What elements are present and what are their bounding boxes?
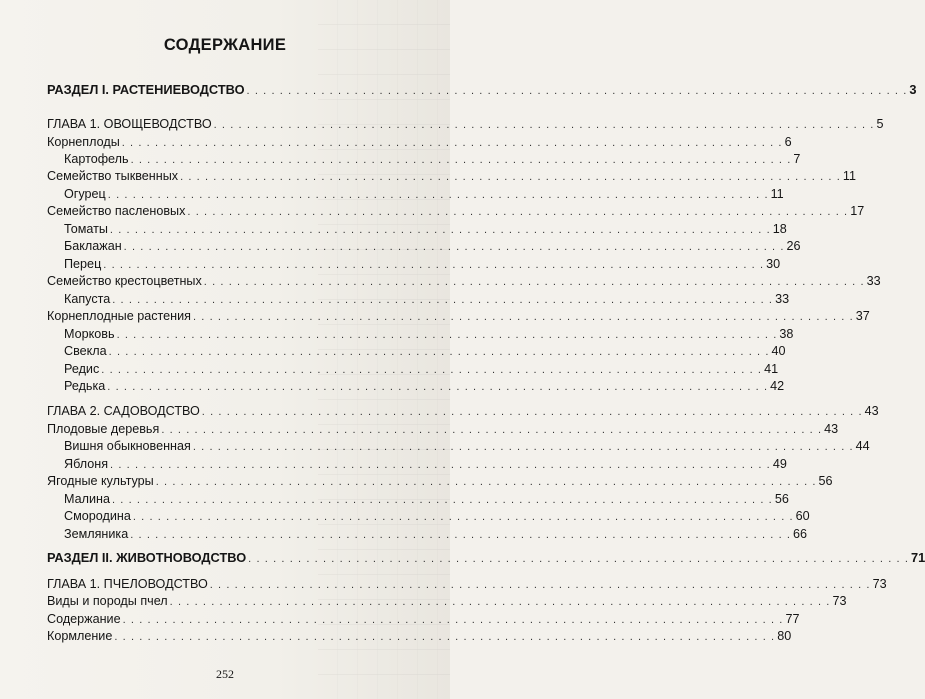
toc-entry-label: Кормление <box>47 629 113 643</box>
dot-leader: . . . . . . . . . . . . . . . . . . . . . . . . . . . . . . . . . . . . . . . . . . . . . . . . . . . . . . . . . . . . . . . . . . . . . . . . . . . . . . . . <box>169 596 831 608</box>
toc-entry-page: 11 <box>770 187 784 201</box>
toc-entry-page: 7 <box>793 152 801 166</box>
toc-entry-page: 38 <box>779 327 794 341</box>
toc-entry-page: 33 <box>775 292 790 306</box>
dot-leader: . . . . . . . . . . . . . . . . . . . . . . . . . . . . . . . . . . . . . . . . . . . . . . . . . . . . . . . . . . . . . . . . . . . . . . . . . . . . . . . . <box>209 579 871 591</box>
toc-entry-label: Картофель <box>64 152 129 166</box>
toc-entry-label: Яблоня <box>64 457 109 471</box>
toc-entry-page: 41 <box>764 362 779 376</box>
toc-entry <box>47 185 784 203</box>
toc-entry-page: 43 <box>864 404 879 418</box>
toc-entry-label: Огурец <box>64 187 106 201</box>
toc-entry <box>47 507 810 525</box>
toc-entry-label: Редька <box>64 379 106 393</box>
toc-entry-page: 42 <box>770 379 785 393</box>
toc-entry-label: Плодовые деревья <box>47 422 160 436</box>
toc-entry-page: 56 <box>818 474 833 488</box>
toc-entry-page: 66 <box>793 527 808 541</box>
toc-entry <box>47 325 794 343</box>
dot-leader: . . . . . . . . . . . . . . . . . . . . . . . . . . . . . . . . . . . . . . . . . . . . . . . . . . . . . . . . . . . . . . . . . . . . . . . . . . . . . . . . <box>130 154 792 166</box>
toc-entry-page: 56 <box>774 492 789 506</box>
dot-leader: . . . . . . . . . . . . . . . . . . . . . . . . . . . . . . . . . . . . . . . . . . . . . . . . . . . . . . . . . . . . . . . . . . . . . . . . . . . . . . . . <box>155 476 817 488</box>
toc-entry-label: Содержание <box>47 612 121 626</box>
dot-leader: . . . . . . . . . . . . . . . . . . . . . . . . . . . . . . . . . . . . . . . . . . . . . . . . . . . . . . . . . . . . . . . . . . . . . . . . . . . . . . . . <box>109 224 771 236</box>
toc-entry-label: Ягодные культуры <box>47 474 154 488</box>
toc-entry-page: 43 <box>824 422 839 436</box>
dot-leader: . . . . . . . . . . . . . . . . . . . . . . . . . . . . . . . . . . . . . . . . . . . . . . . . . . . . . . . . . . . . . . . . . . . . . . . . . . . . . . . . <box>110 459 771 471</box>
dot-leader: . . . . . . . . . . . . . . . . . . . . . . . . . . . . . . . . . . . . . . . . . . . . . . . . . . . . . . . . . . . . . . . . . . . . . . . . . . . . . . . . <box>112 294 774 306</box>
toc-entry-label: Перец <box>64 257 102 271</box>
dot-leader: . . . . . . . . . . . . . . . . . . . . . . . . . . . . . . . . . . . . . . . . . . . . . . . . . . . . . . . . . . . . . . . . . . . . . . . . . . . . . . . . <box>111 494 773 506</box>
toc-entry <box>47 610 800 628</box>
dot-leader: . . . . . . . . . . . . . . . . . . . . . . . . . . . . . . . . . . . . . . . . . . . . . . . . . . . . . . . . . . . . . . . . . . . . . . . . . . . . . . . . <box>201 406 863 418</box>
toc-entry-page: 77 <box>785 612 800 626</box>
toc-entry-label: Корнеплодные растения <box>47 309 191 323</box>
dot-leader: . . . . . . . . . . . . . . . . . . . . . . . . . . . . . . . . . . . . . . . . . . . . . . . . . . . . . . . . . . . . . . . . . . . . . . . . . . . . . . . . <box>192 441 854 453</box>
dot-leader: . . . . . . . . . . . . . . . . . . . . . . . . . . . . . . . . . . . . . . . . . . . . . . . . . . . . . . . . . . . . . . . . . . . . . . . . . . . . . . . . <box>248 553 909 565</box>
toc-entry-page: 40 <box>771 344 786 358</box>
toc-entry-label: Семейство тыквенных <box>47 169 179 183</box>
toc-entry <box>47 307 870 325</box>
dot-leader: . . . . . . . . . . . . . . . . . . . . . . . . . . . . . . . . . . . . . . . . . . . . . . . . . . . . . . . . . . . . . . . . . . . . . . . . . . . . . . . . <box>114 631 776 643</box>
toc-entry-label: Морковь <box>64 327 115 341</box>
dot-leader: . . . . . . . . . . . . . . . . . . . . . . . . . . . . . . . . . . . . . . . . . . . . . . . . . . . . . . . . . . . . . . . . . . . . . . . . . . . . . . . . <box>180 171 841 183</box>
toc-entry-page: 30 <box>766 257 781 271</box>
toc-entry-label: Редис <box>64 362 100 376</box>
toc-entry-page: 5 <box>876 117 884 131</box>
toc-entry <box>47 220 787 238</box>
dot-leader: . . . . . . . . . . . . . . . . . . . . . . . . . . . . . . . . . . . . . . . . . . . . . . . . . . . . . . . . . . . . . . . . . . . . . . . . . . . . . . . . <box>246 85 908 97</box>
dot-leader: . . . . . . . . . . . . . . . . . . . . . . . . . . . . . . . . . . . . . . . . . . . . . . . . . . . . . . . . . . . . . . . . . . . . . . . . . . . . . . . . <box>101 364 763 376</box>
dot-leader: . . . . . . . . . . . . . . . . . . . . . . . . . . . . . . . . . . . . . . . . . . . . . . . . . . . . . . . . . . . . . . . . . . . . . . . . . . . . . . . . <box>107 381 769 393</box>
toc-entry <box>47 575 887 593</box>
toc-entry-label: Семейство крестоцветных <box>47 274 202 288</box>
toc-entry <box>47 202 865 220</box>
toc-entry-label: Семейство пасленовых <box>47 204 186 218</box>
page-number: 252 <box>216 667 234 681</box>
toc-entry-page: 80 <box>777 629 792 643</box>
toc-entry-label: Баклажан <box>64 239 122 253</box>
dot-leader: . . . . . . . . . . . . . . . . . . . . . . . . . . . . . . . . . . . . . . . . . . . . . . . . . . . . . . . . . . . . . . . . . . . . . . . . . . . . . . . . <box>121 137 783 149</box>
toc-entry-page: 26 <box>786 239 801 253</box>
toc-entry <box>47 402 879 420</box>
toc-entry-label: Томаты <box>64 222 108 236</box>
toc-entry-page: 6 <box>784 135 792 149</box>
toc-entry-page: 3 <box>909 82 917 97</box>
dot-leader: . . . . . . . . . . . . . . . . . . . . . . . . . . . . . . . . . . . . . . . . . . . . . . . . . . . . . . . . . . . . . . . . . . . . . . . . . . . . . . . . <box>192 311 854 323</box>
toc-entry <box>47 290 790 308</box>
page-title: СОДЕРЖАНИЕ <box>163 36 287 54</box>
toc-entry <box>47 377 785 395</box>
toc-entry-label: Капуста <box>64 292 111 306</box>
toc-entry <box>47 150 801 168</box>
dot-leader: . . . . . . . . . . . . . . . . . . . . . . . . . . . . . . . . . . . . . . . . . . . . . . . . . . . . . . . . . . . . . . . . . . . . . . . . . . . . . . . . <box>213 119 875 131</box>
toc-entry <box>47 525 808 543</box>
toc-entry-label: РАЗДЕЛ II. ЖИВОТНОВОДСТВО <box>47 550 247 565</box>
dot-leader: . . . . . . . . . . . . . . . . . . . . . . . . . . . . . . . . . . . . . . . . . . . . . . . . . . . . . . . . . . . . . . . . . . . . . . . . . . . . . . . . <box>130 529 792 541</box>
toc-entry-page: 49 <box>772 457 787 471</box>
dot-leader: . . . . . . . . . . . . . . . . . . . . . . . . . . . . . . . . . . . . . . . . . . . . . . . . . . . . . . . . . . . . . . . . . . . . . . . . . . . . . . . . <box>116 329 778 341</box>
toc-entry-label: Смородина <box>64 509 131 523</box>
toc-entry-label: ГЛАВА 1. ОВОЩЕВОДСТВО <box>47 117 212 131</box>
toc-entry <box>47 81 917 99</box>
dot-leader: . . . . . . . . . . . . . . . . . . . . . . . . . . . . . . . . . . . . . . . . . . . . . . . . . . . . . . . . . . . . . . . . . . . . . . . . . . . . . . . . <box>161 424 823 436</box>
toc-entry-label: РАЗДЕЛ I. РАСТЕНИЕВОДСТВО <box>47 82 245 97</box>
dot-leader: . . . . . . . . . . . . . . . . . . . . . . . . . . . . . . . . . . . . . . . . . . . . . . . . . . . . . . . . . . . . . . . . . . . . . . . . . . . . . . . . <box>107 189 769 201</box>
toc-entry-page: 17 <box>850 204 865 218</box>
dot-leader: . . . . . . . . . . . . . . . . . . . . . . . . . . . . . . . . . . . . . . . . . . . . . . . . . . . . . . . . . . . . . . . . . . . . . . . . . . . . . . . . <box>187 206 849 218</box>
toc-entry-page: 60 <box>795 509 810 523</box>
toc-entry-label: Малина <box>64 492 110 506</box>
toc-entry-page: 71 <box>911 550 925 565</box>
toc-entry-page: 33 <box>866 274 881 288</box>
toc-entry-page: 44 <box>855 439 870 453</box>
table-of-contents <box>47 0 925 699</box>
dot-leader: . . . . . . . . . . . . . . . . . . . . . . . . . . . . . . . . . . . . . . . . . . . . . . . . . . . . . . . . . . . . . . . . . . . . . . . . . . . . . . . . <box>132 511 794 523</box>
toc-entry <box>47 455 787 473</box>
toc-entry <box>47 627 792 645</box>
toc-entry <box>47 420 839 438</box>
toc-entry-page: 11 <box>842 169 856 183</box>
dot-leader: . . . . . . . . . . . . . . . . . . . . . . . . . . . . . . . . . . . . . . . . . . . . . . . . . . . . . . . . . . . . . . . . . . . . . . . . . . . . . . . . <box>108 346 770 358</box>
toc-entry <box>47 272 881 290</box>
toc-entry-label: Виды и породы пчел <box>47 594 168 608</box>
toc-entry <box>47 472 833 490</box>
toc-entry <box>47 592 847 610</box>
toc-entry-page: 37 <box>855 309 870 323</box>
toc-entry <box>47 133 792 151</box>
dot-leader: . . . . . . . . . . . . . . . . . . . . . . . . . . . . . . . . . . . . . . . . . . . . . . . . . . . . . . . . . . . . . . . . . . . . . . . . . . . . . . . . <box>103 259 765 271</box>
toc-entry <box>47 549 925 567</box>
toc-entry-label: ГЛАВА 2. САДОВОДСТВО <box>47 404 200 418</box>
toc-entry-label: Вишня обыкновенная <box>64 439 191 453</box>
toc-entry-page: 73 <box>832 594 847 608</box>
toc-entry <box>47 360 779 378</box>
toc-entry-page: 73 <box>872 577 887 591</box>
toc-entry-label: Корнеплоды <box>47 135 120 149</box>
toc-entry-page: 18 <box>772 222 787 236</box>
dot-leader: . . . . . . . . . . . . . . . . . . . . . . . . . . . . . . . . . . . . . . . . . . . . . . . . . . . . . . . . . . . . . . . . . . . . . . . . . . . . . . . . <box>123 241 785 253</box>
toc-entry <box>47 167 856 185</box>
toc-entry-label: Свекла <box>64 344 107 358</box>
toc-entry-label: Земляника <box>64 527 129 541</box>
toc-entry <box>47 490 789 508</box>
toc-entry <box>47 237 801 255</box>
toc-entry <box>47 255 781 273</box>
dot-leader: . . . . . . . . . . . . . . . . . . . . . . . . . . . . . . . . . . . . . . . . . . . . . . . . . . . . . . . . . . . . . . . . . . . . . . . . . . . . . . . . <box>122 614 784 626</box>
dot-leader: . . . . . . . . . . . . . . . . . . . . . . . . . . . . . . . . . . . . . . . . . . . . . . . . . . . . . . . . . . . . . . . . . . . . . . . . . . . . . . . . <box>203 276 865 288</box>
toc-entry <box>47 115 884 133</box>
toc-entry <box>47 342 786 360</box>
toc-entry-label: ГЛАВА 1. ПЧЕЛОВОДСТВО <box>47 577 208 591</box>
toc-entry <box>47 437 870 455</box>
